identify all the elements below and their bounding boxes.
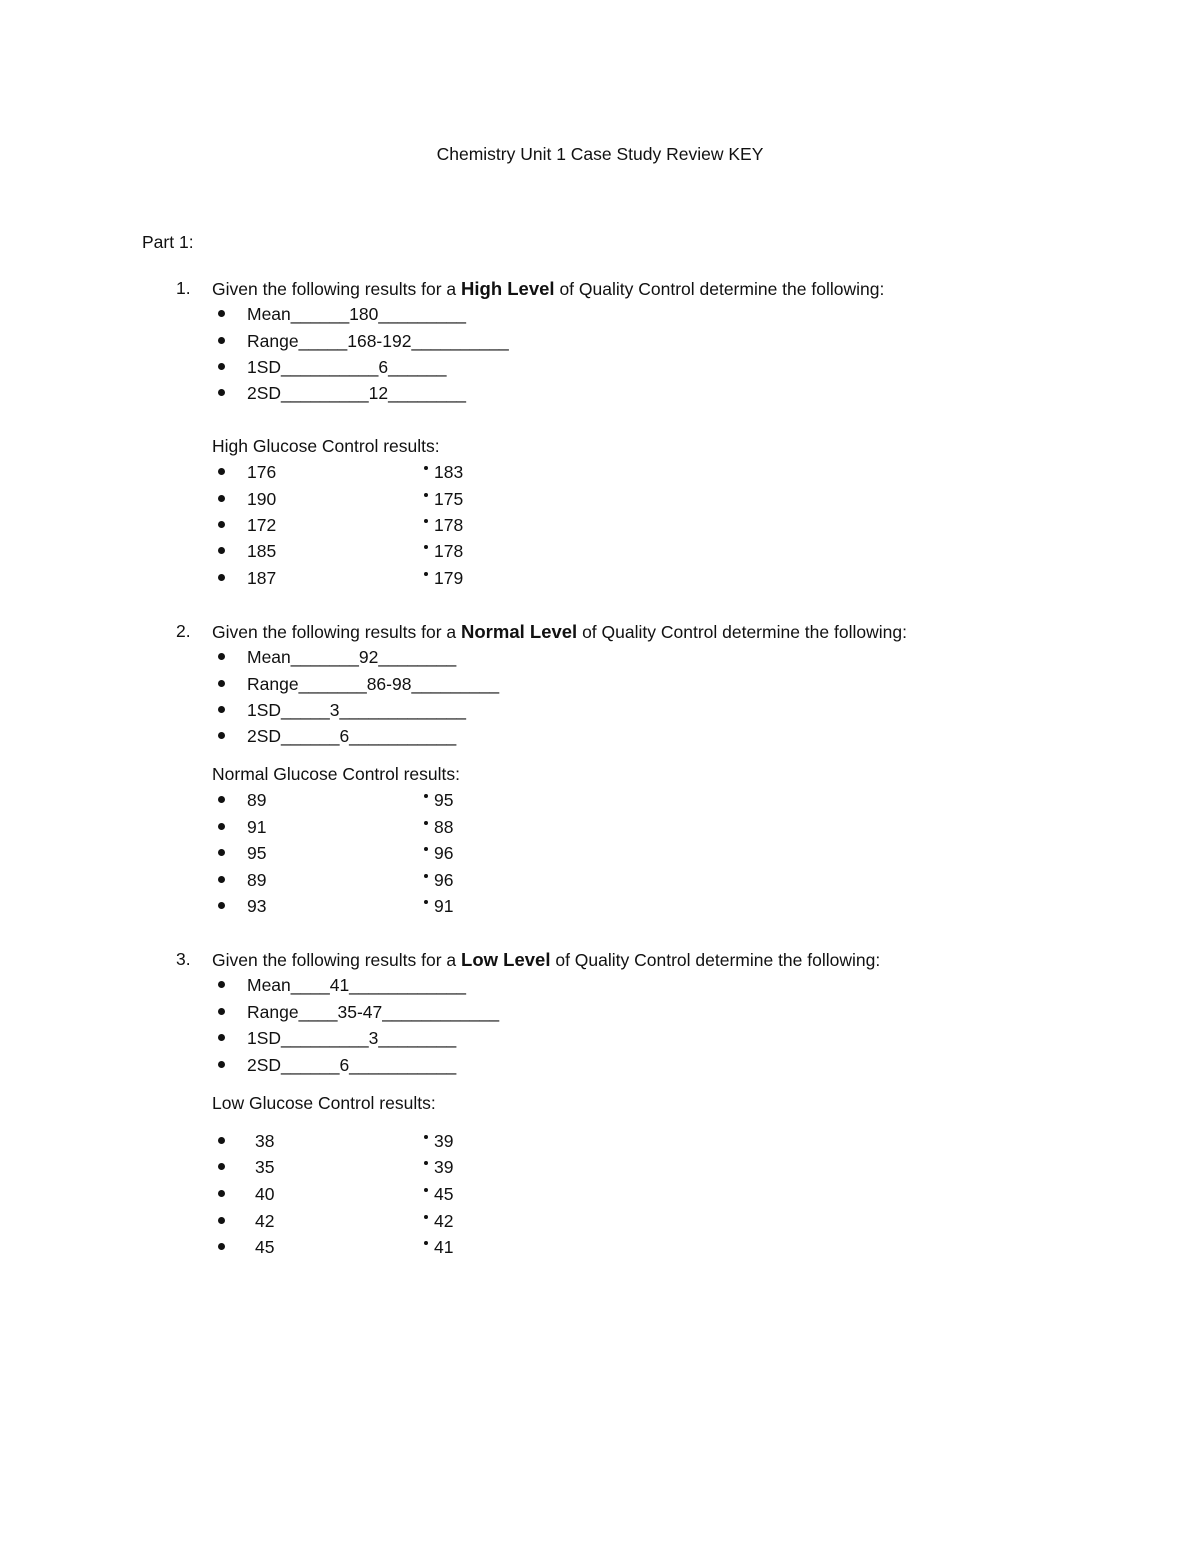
bullet-icon — [218, 310, 225, 317]
bullet-icon — [424, 1135, 428, 1139]
bullet-icon — [218, 706, 225, 713]
bullet-icon — [218, 1008, 225, 1015]
result-item: 178 — [424, 515, 463, 536]
result-item: 179 — [424, 568, 463, 589]
results-title: Low Glucose Control results: — [212, 1093, 436, 1113]
part-label: Part 1: — [142, 232, 194, 252]
result-item: 39 — [424, 1131, 453, 1152]
answer-range: Range____35-47____________ — [218, 1002, 499, 1023]
result-item: 40 — [218, 1184, 274, 1205]
result-item: 91 — [218, 817, 266, 838]
answer-1sd: 1SD__________6______ — [218, 357, 447, 378]
result-item: 183 — [424, 462, 463, 483]
answer-mean: Mean______180_________ — [218, 304, 466, 325]
bullet-icon — [218, 495, 225, 502]
bullet-icon — [424, 466, 428, 470]
bullet-icon — [424, 1161, 428, 1165]
bullet-icon — [218, 1217, 225, 1224]
question-text: Given the following results for a Low Level of Quality Control determine the following: — [212, 949, 881, 970]
bullet-icon — [218, 849, 225, 856]
bullet-icon — [424, 1241, 428, 1245]
level-label: Normal Level — [461, 621, 578, 642]
bullet-icon — [424, 900, 428, 904]
level-label: Low Level — [461, 949, 551, 970]
bullet-icon — [424, 572, 428, 576]
result-item: 96 — [424, 870, 453, 891]
result-item: 190 — [218, 489, 276, 510]
level-label: High Level — [461, 278, 555, 299]
bullet-icon — [424, 847, 428, 851]
bullet-icon — [218, 876, 225, 883]
answer-1sd: 1SD_________3________ — [218, 1028, 456, 1049]
bullet-icon — [218, 1137, 225, 1144]
answer-2sd: 2SD_________12________ — [218, 383, 466, 404]
result-item: 172 — [218, 515, 276, 536]
question-number: 3. — [176, 949, 191, 969]
result-item: 88 — [424, 817, 453, 838]
result-item: 89 — [218, 790, 266, 811]
result-item: 41 — [424, 1237, 453, 1258]
bullet-icon — [424, 874, 428, 878]
answer-1sd: 1SD_____3_____________ — [218, 700, 466, 721]
answer-range: Range_____168-192__________ — [218, 331, 509, 352]
answer-2sd: 2SD______6___________ — [218, 1055, 456, 1076]
bullet-icon — [424, 1188, 428, 1192]
result-item: 95 — [424, 790, 453, 811]
bullet-icon — [218, 574, 225, 581]
result-item: 89 — [218, 870, 266, 891]
results-title: High Glucose Control results: — [212, 436, 440, 456]
result-item: 39 — [424, 1157, 453, 1178]
result-item: 96 — [424, 843, 453, 864]
bullet-icon — [218, 1034, 225, 1041]
result-item: 42 — [424, 1211, 453, 1232]
bullet-icon — [218, 521, 225, 528]
question-text: Given the following results for a Normal Level of Quality Control determine the following: — [212, 621, 907, 642]
result-item: 38 — [218, 1131, 274, 1152]
bullet-icon — [218, 337, 225, 344]
bullet-icon — [424, 1215, 428, 1219]
result-item: 187 — [218, 568, 276, 589]
bullet-icon — [218, 653, 225, 660]
bullet-icon — [218, 823, 225, 830]
bullet-icon — [218, 796, 225, 803]
bullet-icon — [424, 821, 428, 825]
result-item: 91 — [424, 896, 453, 917]
bullet-icon — [218, 547, 225, 554]
result-item: 175 — [424, 489, 463, 510]
answer-mean: Mean____41____________ — [218, 975, 466, 996]
result-item: 35 — [218, 1157, 274, 1178]
result-item: 42 — [218, 1211, 274, 1232]
bullet-icon — [218, 680, 225, 687]
result-item: 95 — [218, 843, 266, 864]
bullet-icon — [218, 1243, 225, 1250]
bullet-icon — [218, 732, 225, 739]
bullet-icon — [424, 493, 428, 497]
result-item: 176 — [218, 462, 276, 483]
question-number: 1. — [176, 278, 191, 298]
bullet-icon — [424, 794, 428, 798]
answer-mean: Mean_______92________ — [218, 647, 456, 668]
results-title: Normal Glucose Control results: — [212, 764, 460, 784]
bullet-icon — [218, 902, 225, 909]
bullet-icon — [218, 1190, 225, 1197]
result-item: 45 — [424, 1184, 453, 1205]
bullet-icon — [218, 389, 225, 396]
question-number: 2. — [176, 621, 191, 641]
bullet-icon — [218, 1163, 225, 1170]
question-text: Given the following results for a High Level of Quality Control determine the following: — [212, 278, 885, 299]
bullet-icon — [218, 363, 225, 370]
result-item: 178 — [424, 541, 463, 562]
result-item: 93 — [218, 896, 266, 917]
bullet-icon — [424, 519, 428, 523]
page-title: Chemistry Unit 1 Case Study Review KEY — [436, 144, 764, 164]
bullet-icon — [424, 545, 428, 549]
result-item: 45 — [218, 1237, 274, 1258]
answer-range: Range_______86-98_________ — [218, 674, 499, 695]
answer-2sd: 2SD______6___________ — [218, 726, 456, 747]
result-item: 185 — [218, 541, 276, 562]
bullet-icon — [218, 981, 225, 988]
bullet-icon — [218, 468, 225, 475]
bullet-icon — [218, 1061, 225, 1068]
